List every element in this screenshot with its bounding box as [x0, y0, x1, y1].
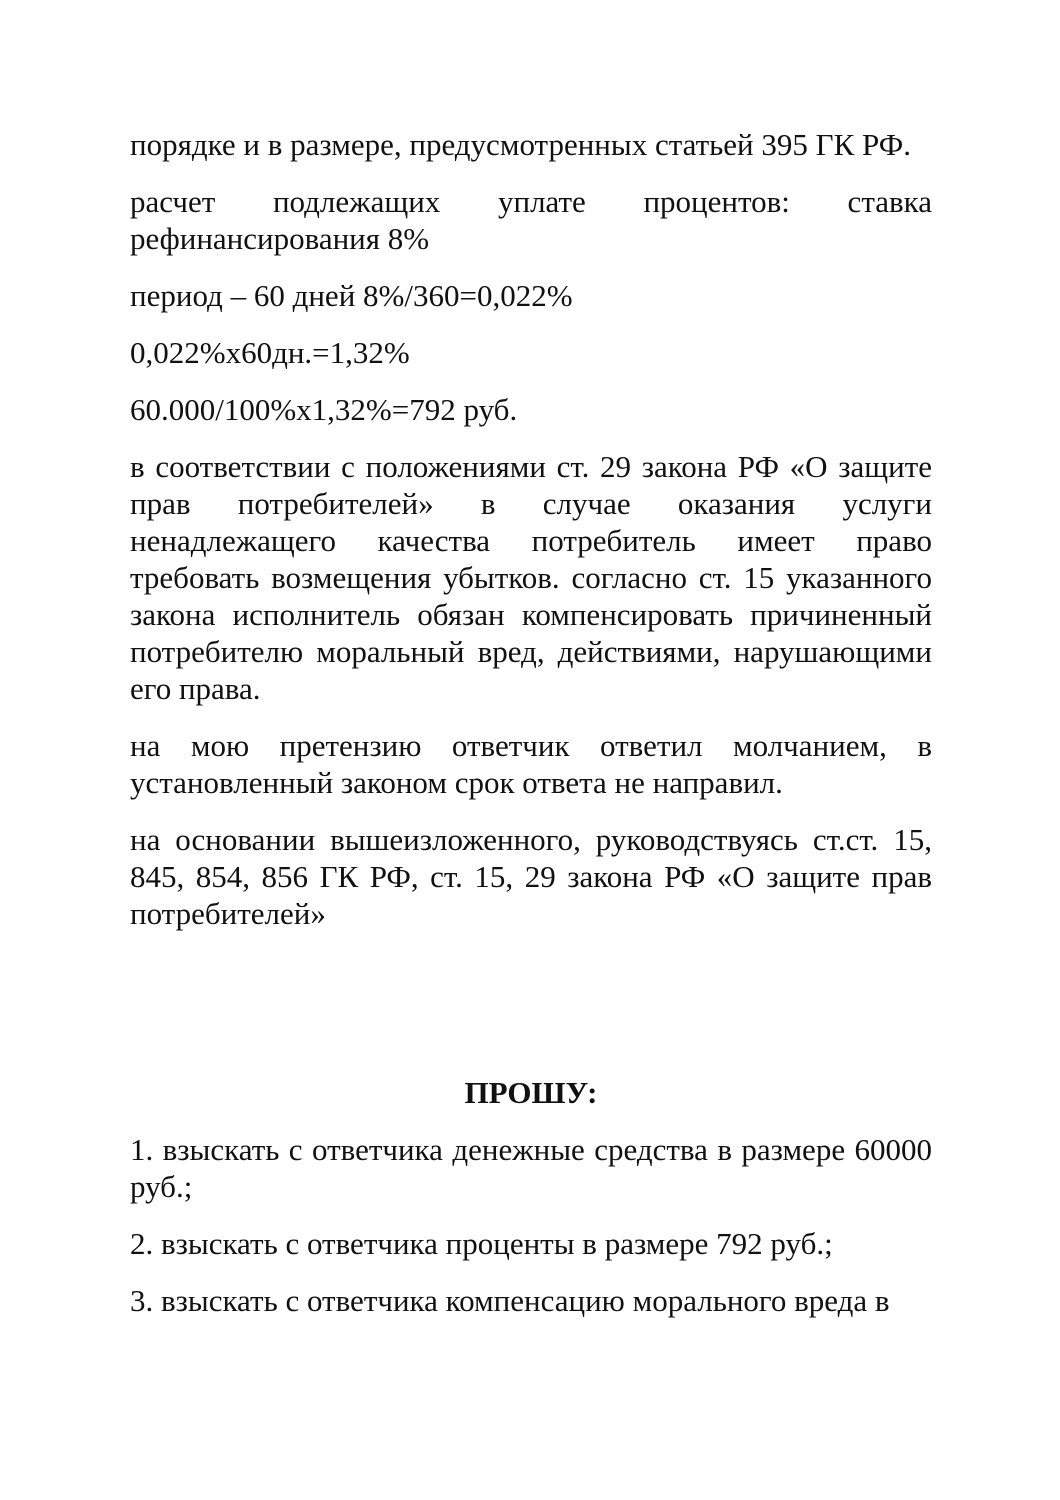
request-item-3: 3. взыскать с ответчика компенсацию морального вреда в: [130, 1283, 890, 1318]
paragraph-amount-calc: 60.000/100%х1,32%=792 руб.: [130, 392, 518, 427]
paragraph-percent-calc: 0,022%х60дн.=1,32%: [130, 335, 410, 370]
paragraph-period: период – 60 дней 8%/360=0,022%: [130, 278, 573, 313]
paragraph-interest-calculation: расчет подлежащих уплате процентов: ставка рефинансирования 8%: [130, 184, 932, 256]
paragraph-claim-silence: на мою претензию ответчик ответил молчанием, в установленный законом срок ответа не направил.: [130, 728, 932, 800]
document-body: [130, 126, 932, 1339]
paragraph-interest-order: порядке и в размере, предусмотренных статьей 395 ГК РФ.: [130, 127, 911, 162]
paragraph-legal-basis: на основании вышеизложенного, руководствуясь ст.ст. 15, 845, 854, 856 ГК РФ, ст. 15, 29 закона РФ «О защите прав потребителей»: [130, 822, 932, 931]
request-item-2: 2. взыскать с ответчика проценты в размере 792 руб.;: [130, 1226, 833, 1261]
paragraph-consumer-rights: в соответствии с положениями ст. 29 закона РФ «О защите прав потребителей» в случае оказания услуги ненадлежащего качества потребитель имеет право требовать возмещения убытков. согласно ст. 15 указанного закона исполнитель обязан компенсировать причиненный потребителю моральный вред, действиями, нарушающими его права.: [130, 449, 932, 706]
request-heading: ПРОШУ:: [464, 1075, 598, 1110]
request-item-1: 1. взыскать с ответчика денежные средства в размере 60000 руб.;: [130, 1132, 932, 1204]
